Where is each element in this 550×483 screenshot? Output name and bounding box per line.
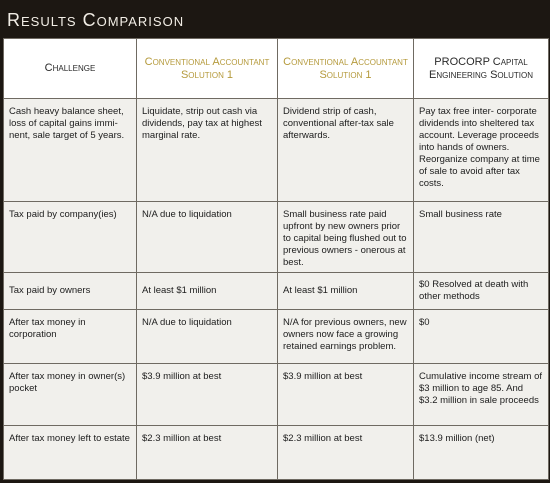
cell-procorp: Small business rate bbox=[414, 202, 549, 273]
cell-conventional-1: $3.9 million at best bbox=[137, 364, 278, 426]
cell-conventional-1: N/A due to liquidation bbox=[137, 310, 278, 364]
cell-challenge: After tax money in owner(s) pocket bbox=[4, 364, 137, 426]
cell-conventional-2: Dividend strip of cash, conventional after-tax sale afterwards. bbox=[278, 99, 414, 202]
cell-conventional-2: At least $1 million bbox=[278, 273, 414, 310]
cell-procorp: $0 Resolved at death with other methods bbox=[414, 273, 549, 310]
cell-challenge: Tax paid by company(ies) bbox=[4, 202, 137, 273]
header-challenge: Challenge bbox=[4, 39, 137, 99]
header-conventional-2: Conventional Accountant Solution 1 bbox=[278, 39, 414, 99]
header-conventional-1: Conventional Accountant Solution 1 bbox=[137, 39, 278, 99]
cell-challenge: Tax paid by owners bbox=[4, 273, 137, 310]
cell-conventional-2: $3.9 million at best bbox=[278, 364, 414, 426]
cell-procorp: $13.9 million (net) bbox=[414, 426, 549, 480]
cell-challenge: After tax money left to estate bbox=[4, 426, 137, 480]
cell-procorp: $0 bbox=[414, 310, 549, 364]
cell-procorp: Cumulative income stream of $3 million to age 85. And $3.2 million in sale proceeds bbox=[414, 364, 549, 426]
cell-conventional-1: N/A due to liquidation bbox=[137, 202, 278, 273]
cell-procorp: Pay tax free inter- corporate dividends into sheltered tax account. Leverage proceeds into hands of owners. Reorganize company at time of sale to avoid after tax costs. bbox=[414, 99, 549, 202]
table-row bbox=[4, 273, 549, 310]
table-row bbox=[4, 99, 549, 202]
table-row bbox=[4, 364, 549, 426]
comparison-table bbox=[3, 38, 549, 480]
cell-conventional-2: $2.3 million at best bbox=[278, 426, 414, 480]
cell-conventional-2: Small business rate paid upfront by new owners prior to capital being flushed out to previous owners - onerous at best. bbox=[278, 202, 414, 273]
cell-conventional-1: $2.3 million at best bbox=[137, 426, 278, 480]
table-row bbox=[4, 202, 549, 273]
cell-conventional-1: At least $1 million bbox=[137, 273, 278, 310]
header-row bbox=[4, 39, 549, 99]
table-row bbox=[4, 426, 549, 480]
cell-challenge: Cash heavy balance sheet, loss of capital gains immi-nent, sale target of 5 years. bbox=[4, 99, 137, 202]
table-row bbox=[4, 310, 549, 364]
page-title: Results Comparison bbox=[7, 10, 185, 30]
cell-conventional-2: N/A for previous owners, new owners now face a growing retained earnings problem. bbox=[278, 310, 414, 364]
cell-conventional-1: Liquidate, strip out cash via dividends, pay tax at highest marginal rate. bbox=[137, 99, 278, 202]
cell-challenge: After tax money in corporation bbox=[4, 310, 137, 364]
header-procorp: PROCORP Capital Engineering Solution bbox=[414, 39, 549, 99]
